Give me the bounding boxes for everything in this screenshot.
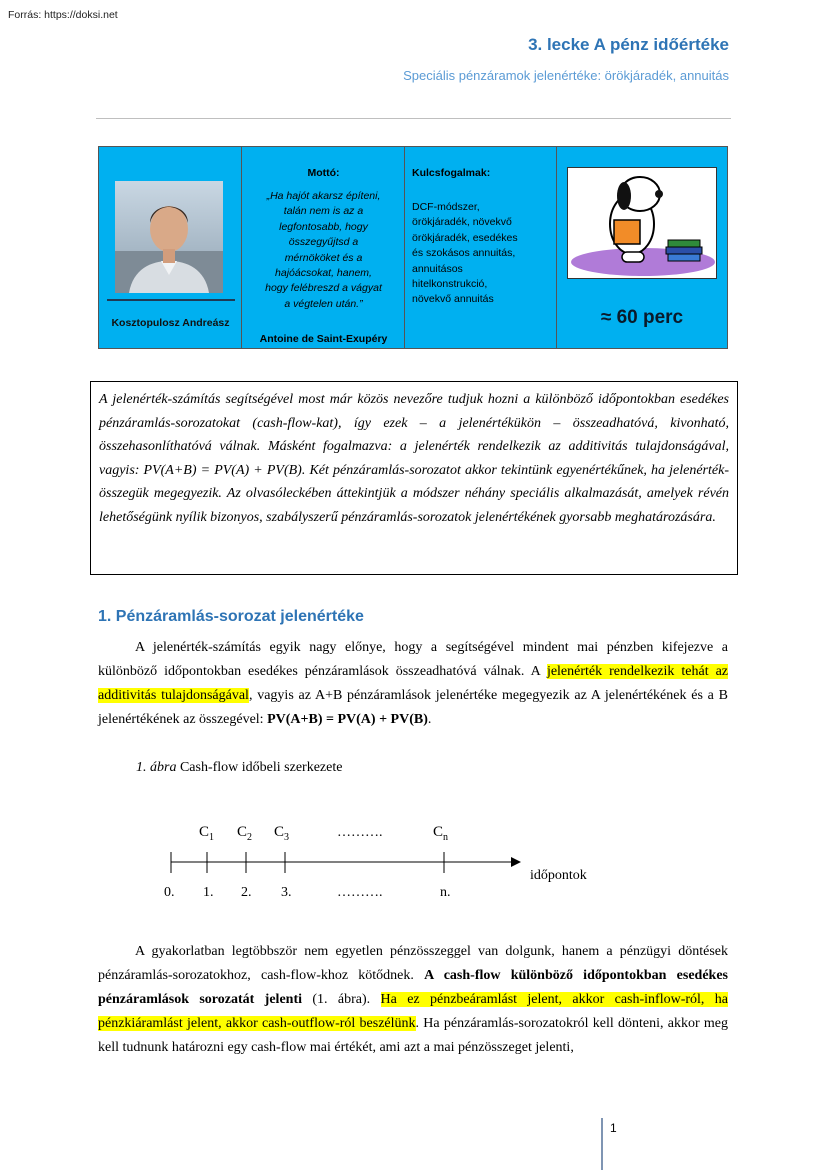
photo-underline: [107, 299, 235, 301]
lesson-subtitle: Speciális pénzáramok jelenértéke: örökjáradék, annuitás: [403, 68, 729, 83]
pv-formula: PV(A+B) = PV(A) + PV(B): [267, 712, 428, 727]
label-c2: $C_2$: [237, 824, 253, 843]
label-dots-bottom: ……….: [337, 885, 383, 900]
section-heading: 1. Pénzáramlás-sorozat jelenértéke: [98, 608, 364, 625]
motto-text: „Ha hajót akarsz építeni, talán nem is az a legfontosabb, hogy összegyűjtsd a mérnököket és a hajóácsokat, hanem, hogy felébreszd a vágyat a végtelen után.”: [265, 190, 382, 310]
keywords-cell: [405, 147, 557, 348]
abstract-box: A jelenérték-számítás segítségével most már közös nevezőre tudjuk hozni a különböző időpontokban esedékes pénzáramlás-sorozatokat (cash-flow-kat), így ezek – a jelenértékükön – összeadhatóvá, kivonható, összehasonlíthatóvá válnak. Másként fogalmazva: a jelenérték rendelkezik az additivitás tulajdonságával, vagyis: PV(A+B) = PV(A) + PV(B). Két pénzáramlás-sorozatot akkor tekintünk egyenértékűnek, ha jelenérték-összegük megegyezik. Az olvasóleckében áttekintjük a módszer néhány speciális alkalmazását, amelyek révén lehetőségünk nyílik bizonyos, szabályszerű pénzáramlás-sorozatok jelenértékének gyorsabb meghatározására.: [90, 381, 738, 575]
timeline-arrow: [511, 857, 521, 867]
keywords-heading: Kulcsfogalmak:: [412, 167, 491, 179]
label-c3: $C_3$: [274, 824, 290, 843]
author-cell: [99, 147, 242, 348]
paragraph-2: A gyakorlatban legtöbbször nem egyetlen pénzösszeggel van dolgunk, hanem a pénzügyi döntések pénzáramlás-sorozatokhoz, cash-flow-khoz kötődnek. A cash-flow különböző időpontokban esedékes pénzáramlások sorozatát jelenti (1. ábra). Ha ez pénzbeáramlást jelent, akkor cash-inflow-ról, ha pénzkiáramlást jelent, akkor cash-outflow-ról beszélünk. Ha pénzáramlás-sorozatokról kell dönteni, akkor meg kell tudnunk határozni egy cash-flow mai értékét, ami azt a mai pénzösszeget jelenti,: [98, 944, 729, 1055]
motto-cell: [242, 147, 405, 348]
page-number-rule: [601, 1118, 603, 1170]
axis-label: időpontok: [530, 868, 587, 883]
highlight-inflow-outflow: Ha ez pénzbeáramlást jelent, akkor cash-inflow-ról, ha pénzkiáramlást jelent, akkor cash-outflow-ról beszélünk: [98, 992, 729, 1031]
label-c1: $C_1$: [199, 824, 215, 843]
label-tn: n.: [440, 885, 451, 900]
figure-caption: 1. ábra Cash-flow időbeli szerkezete: [136, 760, 343, 775]
label-cn: $C_n$: [433, 824, 449, 843]
motto-author: Antoine de Saint-Exupéry: [259, 333, 388, 345]
motto-heading: Mottó:: [307, 167, 340, 179]
keywords-list: DCF-módszer, örökjáradék, növekvő örökjáradék, esedékes és szokásos annuitás, annuitásos hitelkonstrukció, növekvő annuitás: [412, 201, 518, 306]
cashflow-definition: A cash-flow különböző időpontokban esedékes pénzáramlások sorozatát jelenti: [98, 968, 729, 1007]
label-t3: 3.: [281, 885, 292, 900]
source-note: Forrás: https://doksi.net: [8, 9, 118, 21]
author-photo: [115, 181, 223, 293]
time-cell: [557, 147, 727, 348]
lesson-banner: [98, 146, 728, 349]
label-t0: 0.: [164, 885, 175, 900]
label-t2: 2.: [241, 885, 252, 900]
snoopy-reading-icon: [567, 167, 717, 279]
header-divider: [96, 118, 731, 119]
label-dots-top: ……….: [337, 825, 383, 840]
lesson-title: 3. lecke A pénz időértéke: [528, 35, 729, 54]
time-estimate: ≈ 60 perc: [600, 307, 684, 328]
cashflow-timeline-diagram: [155, 815, 625, 905]
author-name: Kosztopulosz Andreász: [111, 317, 230, 329]
highlight-additivity: jelenérték rendelkezik tehát az additivitás tulajdonságával: [98, 664, 729, 703]
page-number: 1: [610, 1121, 617, 1135]
label-t1: 1.: [203, 885, 214, 900]
paragraph-1: A jelenérték-számítás egyik nagy előnye, hogy a segítségével mindent mai pénzben kifejezve a különböző időpontokban esedékes pénzáramlások összeadhatóvá válnak. A jelenérték rendelkezik tehát az additivitás tulajdonságával, vagyis az A+B pénzáramlások jelenértéke megegyezik az A jelenértékének és a B jelenértékének az összegével: PV(A+B) = PV(A) + PV(B).: [98, 640, 729, 727]
